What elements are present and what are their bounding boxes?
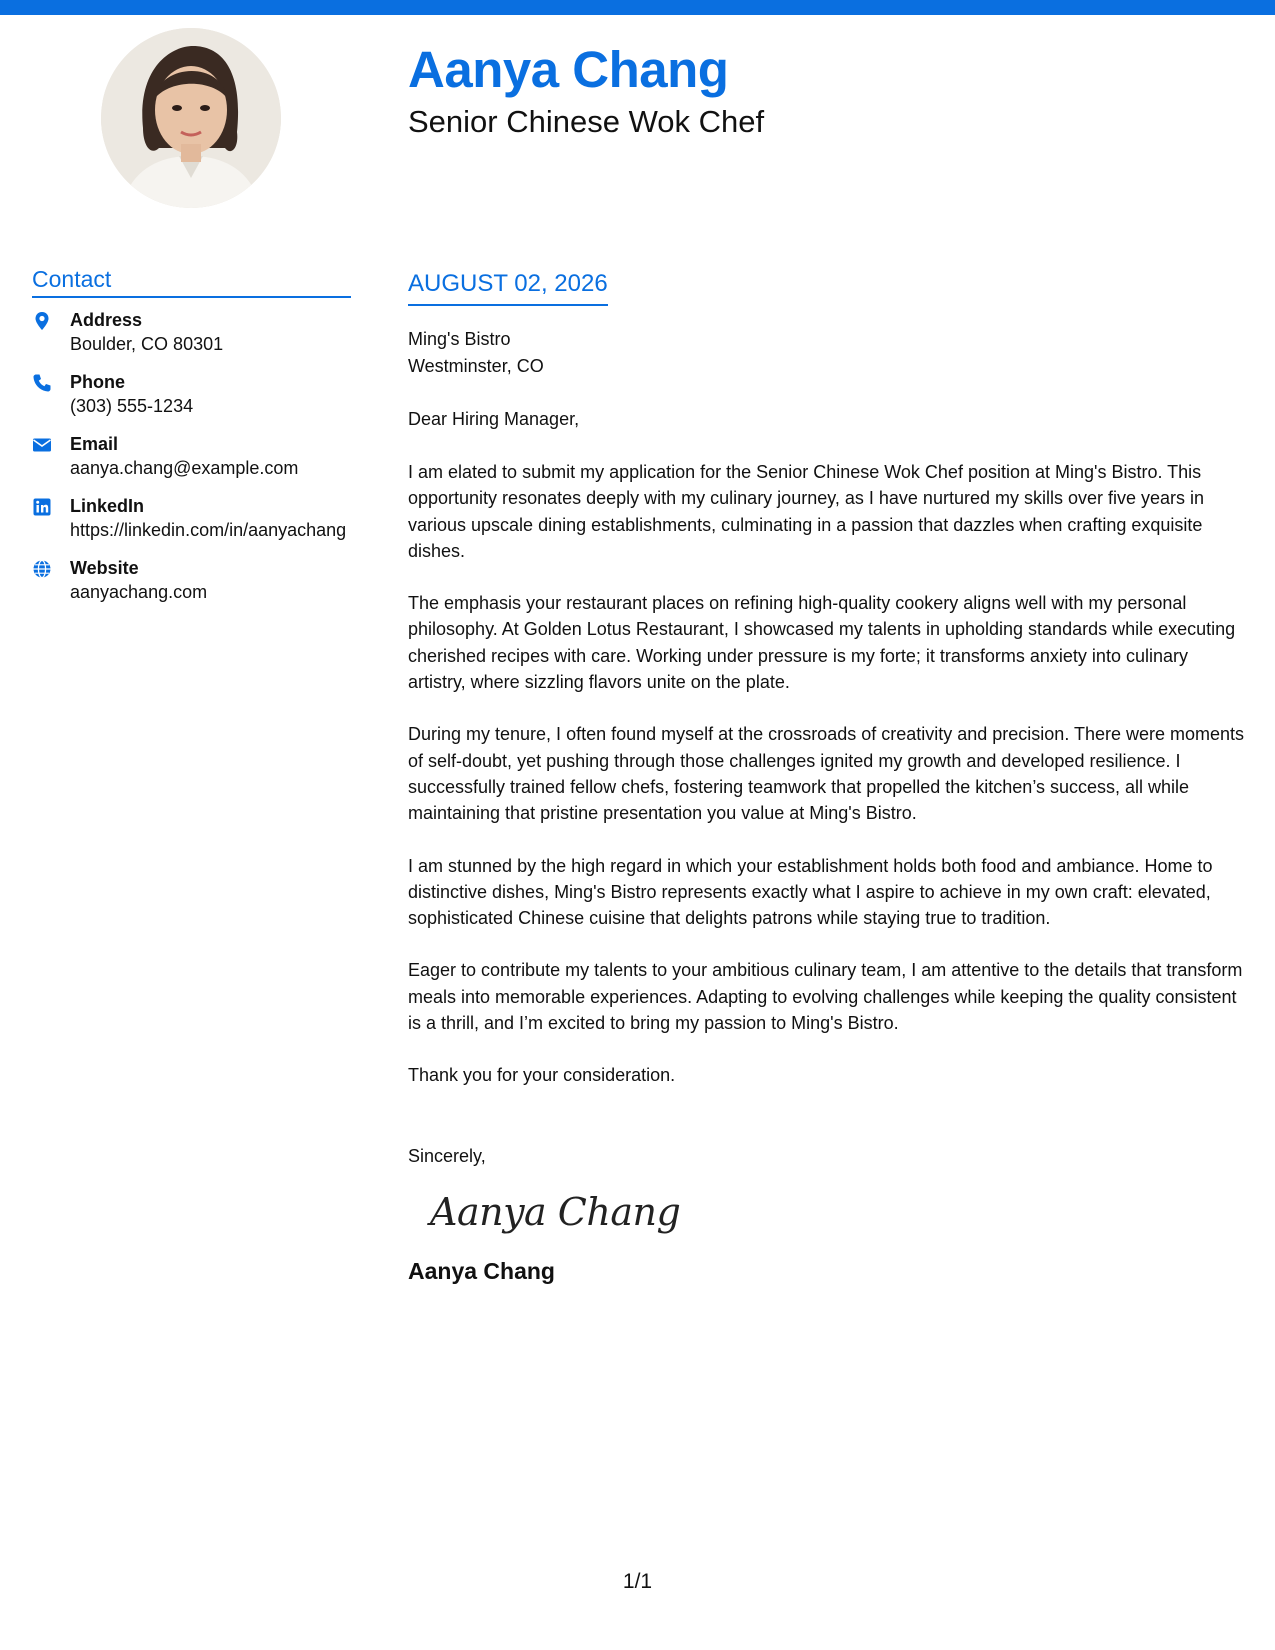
contact-heading: Contact — [32, 266, 351, 298]
letter-body — [408, 270, 1248, 1285]
letter-paragraph: Eager to contribute my talents to your ambitious culinary team, I am attentive to the details that transform meals into memorable experiences. Adapting to evolving challenges while keeping the quality consistent is a thrill, and I’m excited to bring my passion to Ming's Bistro. — [408, 960, 1243, 1034]
contact-label: Website — [70, 558, 139, 578]
handwritten-signature: Aanya Chang — [430, 1189, 681, 1234]
linkedin-value[interactable]: https://linkedin.com/in/aanyachang — [70, 520, 347, 540]
email-icon — [32, 432, 70, 480]
globe-icon — [32, 556, 70, 604]
contact-website — [32, 556, 351, 604]
avatar — [101, 28, 281, 208]
letter-paragraph: Thank you for your consideration. — [408, 1065, 676, 1086]
letter-date: AUGUST 02, 2026 — [408, 270, 608, 306]
recipient-block — [408, 326, 1248, 380]
letter-paragraph: During my tenure, I often found myself at the crossroads of creativity and precision. There were moments of self-doubt, yet pushing through those challenges ignited my growth and developed resilience. I successfully trained fellow chefs, fostering teamwork that propelled the kitchen’s success, all while maintaining that pristine presentation you value at Ming's Bistro. — [408, 724, 1245, 824]
email-value[interactable]: aanya.chang@example.com — [70, 458, 299, 478]
phone-value: (303) 555-1234 — [70, 396, 194, 416]
linkedin-icon — [32, 494, 70, 542]
contact-linkedin — [32, 494, 351, 542]
salutation: Dear Hiring Manager, — [408, 409, 580, 429]
page-number: 1/1 — [622, 1570, 653, 1593]
contact-label: LinkedIn — [70, 496, 145, 516]
website-value[interactable]: aanyachang.com — [70, 582, 208, 602]
contact-sidebar — [32, 266, 351, 618]
phone-icon — [32, 370, 70, 418]
contact-email — [32, 432, 351, 480]
letter-paragraph: I am stunned by the high regard in which your establishment holds both food and ambiance. Home to distinctive dishes, Ming's Bistro represents exactly what I aspire to achieve in my own craft: elevated, sophisticated Chinese cuisine that delights patrons while staying true to tradition. — [408, 855, 1213, 929]
closing: Sincerely, — [408, 1145, 486, 1166]
address-value: Boulder, CO 80301 — [70, 334, 224, 354]
letter-paragraph: The emphasis your restaurant places on refining high-quality cookery aligns well with my personal philosophy. At Golden Lotus Restaurant, I showcased my talents in upholding standards while executing cherished recipes with care. Working under pressure is my forte; it transforms anxiety into culinary artistry, where sizzling flavors unite on the plate. — [408, 593, 1236, 693]
signer-name: Aanya Chang — [408, 1257, 555, 1284]
recipient-location: Westminster, CO — [408, 356, 544, 376]
contact-address — [32, 308, 351, 356]
contact-phone — [32, 370, 351, 418]
applicant-role: Senior Chinese Wok Chef — [408, 104, 765, 139]
applicant-name: Aanya Chang — [408, 41, 729, 98]
contact-label: Email — [70, 434, 119, 454]
portrait-photo — [101, 28, 281, 208]
contact-label: Address — [70, 310, 143, 330]
top-accent-bar — [0, 0, 1275, 15]
location-pin-icon — [32, 308, 70, 356]
recipient-company: Ming's Bistro — [408, 329, 511, 349]
letter-paragraph: I am elated to submit my application for the Senior Chinese Wok Chef position at Ming's Bistro. This opportunity resonates deeply with my culinary journey, as I have nurtured my skills over five years in various upscale dining establishments, culminating in a passion that dazzles when crafting exquisite dishes. — [408, 462, 1205, 561]
contact-label: Phone — [70, 372, 126, 392]
